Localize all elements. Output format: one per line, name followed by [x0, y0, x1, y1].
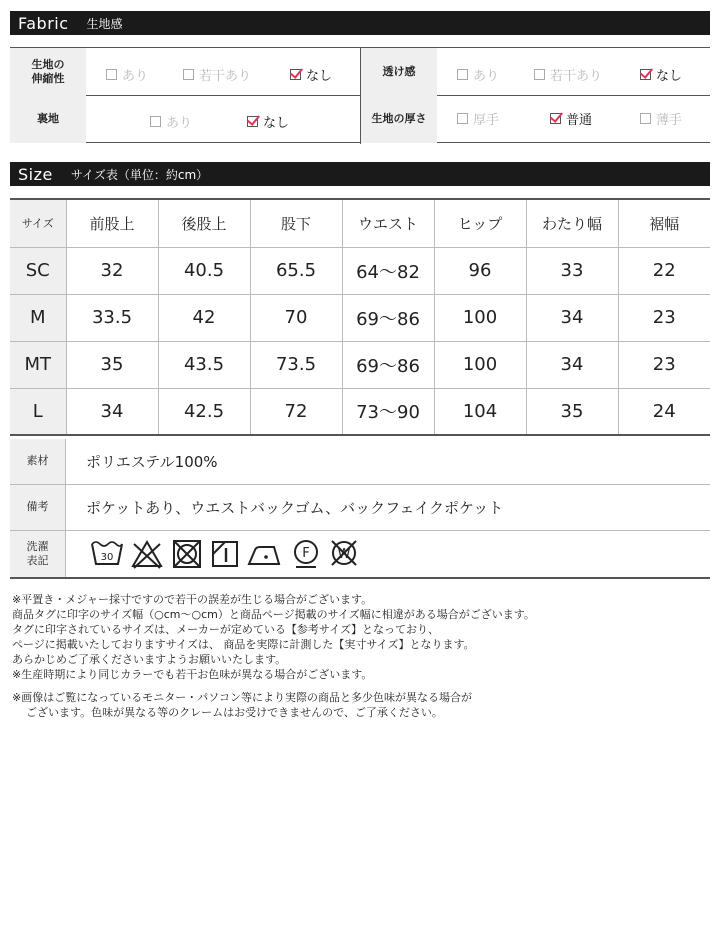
remarks-value: ポケットあり、ウエストバックゴム、バックフェイクポケット: [86, 499, 504, 517]
size-cell: 42: [158, 294, 250, 341]
size-cell: 69～86: [342, 341, 434, 388]
size-cell: 35: [66, 341, 158, 388]
iron-low-icon: [246, 538, 284, 570]
fabric-title-en: Fabric: [18, 13, 69, 33]
size-title-jp: サイズ表（単位：約cm）: [70, 167, 209, 182]
note-line: タグに印字されているサイズは、メーカーが定めている【参考サイズ】となっており、: [12, 623, 440, 636]
size-col-header: 前股上: [66, 199, 158, 247]
table-row: [10, 247, 710, 294]
size-cell: 33.5: [66, 294, 158, 341]
note-line: ございます。色味が異なる等のクレームはお受けできませんので、ご了承ください。: [26, 706, 443, 719]
note-line: ページに掲載いたしておりますサイズは、 商品を実際に計測した【実寸サイズ】となります。: [12, 638, 475, 651]
material-label: 素材: [10, 439, 66, 484]
size-col-header: わたり幅: [526, 199, 618, 247]
thickness-label: 生地の厚さ: [361, 95, 437, 143]
note-line: ※生産時期により同じカラーでも若干お色味が異なる場合がございます。: [12, 668, 373, 681]
checkbox-icon: [150, 116, 161, 127]
stretch-option-yes: あり: [106, 65, 148, 84]
thickness-option-thick: 厚手: [457, 109, 499, 128]
no-bleach-icon: [130, 538, 164, 570]
table-row: [10, 388, 710, 435]
size-cell: 22: [618, 247, 710, 294]
size-cell: 70: [250, 294, 342, 341]
size-cell: 65.5: [250, 247, 342, 294]
size-col-header: サイズ: [10, 199, 66, 247]
lining-option-yes: あり: [150, 112, 192, 131]
stretch-option-slight: 若干あり: [183, 65, 251, 84]
size-cell: 64～82: [342, 247, 434, 294]
table-row: [10, 341, 710, 388]
sheer-label: 透け感: [361, 48, 437, 95]
sheer-option-yes: あり: [457, 65, 499, 84]
checkbox-icon: [457, 113, 468, 124]
fabric-table: [10, 47, 710, 143]
dry-clean-f-icon: [290, 538, 322, 570]
no-wet-clean-icon: [328, 538, 360, 570]
note-line: ※平置き・メジャー採寸ですので若干の誤差が生じる場合がございます。: [12, 593, 373, 606]
lining-label: 裏地: [10, 95, 86, 143]
size-cell: 40.5: [158, 247, 250, 294]
size-cell: M: [10, 294, 66, 341]
note-line: ※画像はご覧になっているモニター・パソコン等により実際の商品と多少色味が異なる場合が: [12, 691, 472, 704]
fabric-title-jp: 生地感: [86, 16, 123, 31]
size-title-en: Size: [18, 164, 53, 184]
size-cell: 96: [434, 247, 526, 294]
table-row: [10, 294, 710, 341]
no-tumble-dry-icon: [170, 538, 204, 570]
size-cell: 72: [250, 388, 342, 435]
stretch-label: 生地の 伸縮性: [10, 48, 86, 95]
checkmark-icon: [550, 113, 561, 124]
checkbox-icon: [640, 113, 651, 124]
notes: [12, 592, 712, 720]
size-cell: 42.5: [158, 388, 250, 435]
size-cell: 32: [66, 247, 158, 294]
size-cell: 34: [526, 294, 618, 341]
sheer-option-no: なし: [640, 65, 682, 84]
svg-text:F: F: [302, 546, 310, 561]
size-cell: 33: [526, 247, 618, 294]
size-cell: 34: [526, 341, 618, 388]
checkmark-icon: [640, 69, 651, 80]
wash-30-icon: [90, 538, 124, 570]
svg-text:W: W: [337, 547, 351, 562]
svg-text:30: 30: [100, 552, 114, 563]
size-col-header: ヒップ: [434, 199, 526, 247]
thickness-option-normal: 普通: [550, 109, 592, 128]
care-icons: [90, 538, 360, 570]
size-table: [10, 198, 710, 436]
sheer-option-slight: 若干あり: [534, 65, 602, 84]
size-cell: MT: [10, 341, 66, 388]
size-cell: 23: [618, 294, 710, 341]
size-cell: 23: [618, 341, 710, 388]
size-col-header: 裾幅: [618, 199, 710, 247]
care-label: 洗濯 表記: [10, 531, 66, 577]
size-cell: 34: [66, 388, 158, 435]
size-cell: 69～86: [342, 294, 434, 341]
size-cell: 100: [434, 341, 526, 388]
drip-dry-shade-icon: [210, 538, 240, 570]
checkbox-icon: [457, 69, 468, 80]
material-row: [10, 439, 710, 485]
size-cell: 43.5: [158, 341, 250, 388]
care-row: [10, 531, 710, 579]
remarks-row: [10, 485, 710, 531]
note-line: あらかじめご了承くださいますようお願いいたします。: [12, 653, 287, 666]
checkbox-icon: [106, 69, 117, 80]
size-cell: 35: [526, 388, 618, 435]
size-cell: 104: [434, 388, 526, 435]
size-col-header: 後股上: [158, 199, 250, 247]
size-col-header: 股下: [250, 199, 342, 247]
checkbox-icon: [183, 69, 194, 80]
checkmark-icon: [290, 69, 301, 80]
size-header: [10, 162, 710, 186]
size-cell: L: [10, 388, 66, 435]
thickness-option-thin: 薄手: [640, 109, 682, 128]
size-cell: 73.5: [250, 341, 342, 388]
remarks-label: 備考: [10, 485, 66, 530]
material-value: ポリエステル100%: [86, 453, 218, 471]
size-cell: SC: [10, 247, 66, 294]
checkbox-icon: [534, 69, 545, 80]
size-cell: 73～90: [342, 388, 434, 435]
size-cell: 24: [618, 388, 710, 435]
size-cell: 100: [434, 294, 526, 341]
stretch-option-no: なし: [290, 65, 332, 84]
size-header-row: [10, 199, 710, 247]
fabric-divider: [360, 48, 361, 144]
fabric-header: [10, 11, 710, 35]
lining-option-no: なし: [247, 112, 289, 131]
checkmark-icon: [247, 116, 258, 127]
size-col-header: ウエスト: [342, 199, 434, 247]
note-line: 商品タグに印字のサイズ幅（○cm～○cm）と商品ページ掲載のサイズ幅に相違がある場合がございます。: [12, 608, 535, 621]
